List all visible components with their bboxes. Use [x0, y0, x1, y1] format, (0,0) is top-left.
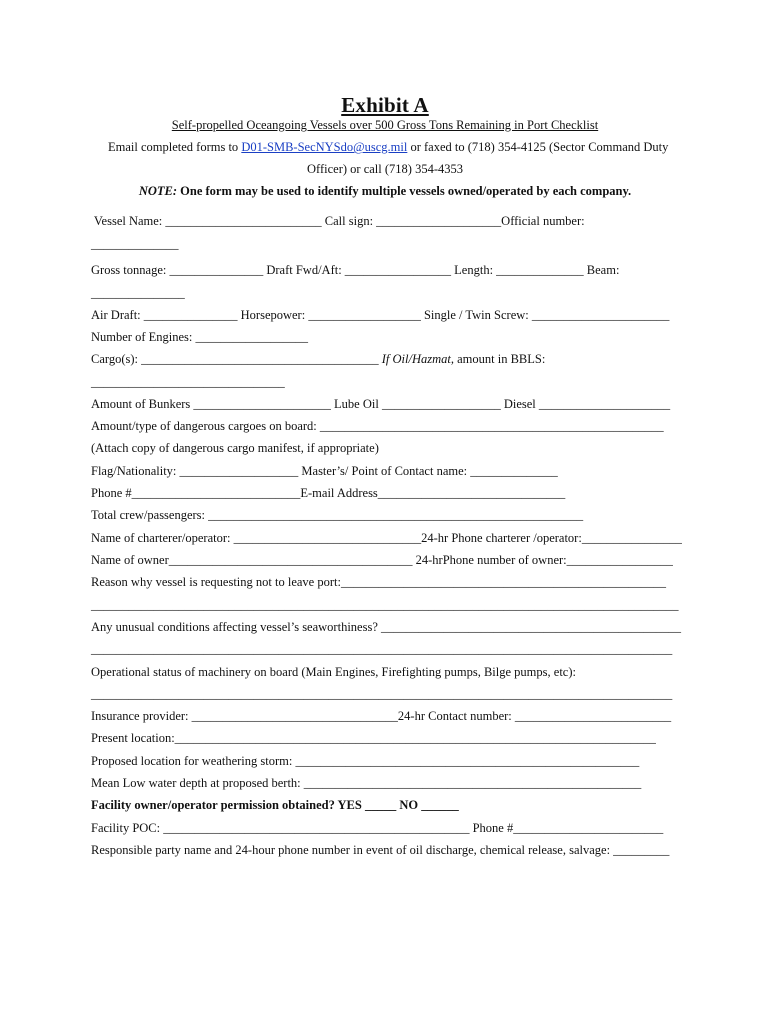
- cargo-field[interactable]: [91, 352, 545, 367]
- bunkers-field[interactable]: Amount of Bunkers ______________________ Lube Oil ___________________ Diesel _____________________: [91, 397, 671, 411]
- machinery-status-label: Operational status of machinery on board (Main Engines, Firefighting pumps, Bilge pumps, etc):: [91, 665, 576, 679]
- email-prefix: Email completed forms to: [108, 140, 242, 154]
- gross-tonnage-field[interactable]: Gross tonnage: _______________ Draft Fwd/Aft: _________________ Length: ______________ Beam:: [91, 263, 620, 277]
- vessel-name-field[interactable]: Vessel Name: _________________________ Call sign: ____________________Official number:: [91, 214, 585, 228]
- owner-field[interactable]: Name of owner_______________________________________ 24-hrPhone number of owner:_________________: [91, 553, 673, 567]
- email-suffix: or faxed to (718) 354-4125 (Sector Command Duty: [407, 140, 669, 154]
- beam-blank[interactable]: _______________: [91, 286, 185, 300]
- oil-hazmat-label: If Oil/Hazmat,: [381, 352, 454, 366]
- machinery-status-blank[interactable]: _____________________________________________________________________________________________: [91, 687, 673, 701]
- reason-blank[interactable]: ______________________________________________________________________________________________: [91, 598, 679, 612]
- cargo-bbls-blank[interactable]: _______________________________: [91, 375, 285, 389]
- insurance-provider-field[interactable]: Insurance provider: _________________________________24-hr Contact number: _________________________: [91, 709, 672, 723]
- note: [0, 184, 770, 199]
- note-text: One form may be used to identify multiple vessels owned/operated by each company.: [177, 184, 632, 198]
- document-title: Exhibit A: [341, 93, 429, 117]
- flag-nationality-field[interactable]: Flag/Nationality: ___________________ Master’s/ Point of Contact name: ______________: [91, 464, 558, 478]
- dangerous-cargo-field[interactable]: Amount/type of dangerous cargoes on board: _______________________________________________________: [91, 419, 664, 433]
- responsible-party-field[interactable]: Responsible party name and 24-hour phone number in event of oil discharge, chemical release, salvage: _________: [91, 843, 670, 857]
- email-instructions-continued: Officer) or call (718) 354-4353: [307, 162, 463, 176]
- document-subtitle: Self-propelled Oceangoing Vessels over 500 Gross Tons Remaining in Port Checklist: [171, 118, 599, 132]
- note-label: NOTE:: [138, 184, 178, 198]
- air-draft-field[interactable]: Air Draft: _______________ Horsepower: __________________ Single / Twin Screw: ______________________: [91, 308, 670, 322]
- unusual-conditions-blank[interactable]: _____________________________________________________________________________________________: [91, 642, 673, 656]
- bbls-label: amount in BBLS:: [453, 352, 546, 366]
- water-depth-field[interactable]: Mean Low water depth at proposed berth: ______________________________________________________: [91, 776, 642, 790]
- charterer-operator-field[interactable]: Name of charterer/operator: ______________________________24-hr Phone charterer /operator:________________: [91, 531, 682, 545]
- facility-poc-field[interactable]: Facility POC: _________________________________________________ Phone #________________________: [91, 821, 664, 835]
- crew-passengers-field[interactable]: Total crew/passengers: ____________________________________________________________: [91, 508, 584, 522]
- facility-permission-field[interactable]: Facility owner/operator permission obtained? YES _____ NO ______: [91, 798, 459, 812]
- email-link[interactable]: D01-SMB-SecNYSdo@uscg.mil: [241, 140, 408, 154]
- number-of-engines-field[interactable]: Number of Engines: __________________: [91, 330, 308, 344]
- manifest-note: (Attach copy of dangerous cargo manifest, if appropriate): [91, 441, 379, 455]
- reason-field[interactable]: Reason why vessel is requesting not to leave port:____________________________________________________: [91, 575, 666, 589]
- unusual-conditions-field[interactable]: Any unusual conditions affecting vessel’s seaworthiness? ________________________________________________: [91, 620, 681, 634]
- present-location-field[interactable]: Present location:_____________________________________________________________________________: [91, 731, 656, 745]
- storm-location-field[interactable]: Proposed location for weathering storm: _______________________________________________________: [91, 754, 640, 768]
- cargo-label: Cargo(s): ______________________________________: [91, 352, 382, 366]
- official-number-blank[interactable]: ______________: [91, 237, 179, 251]
- phone-email-field[interactable]: Phone #___________________________E-mail Address______________________________: [91, 486, 566, 500]
- email-instructions: [108, 140, 678, 155]
